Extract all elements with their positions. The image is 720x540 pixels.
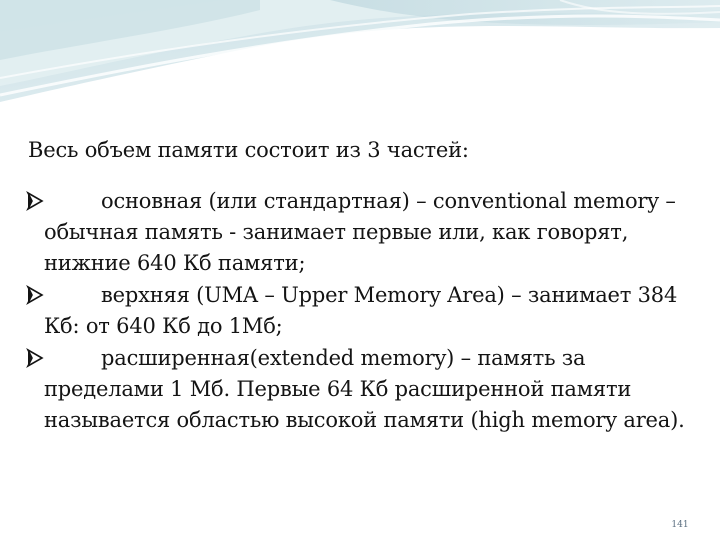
- list-item-text: основная (или стандартная) – conventional memory – обычная память - занимает первые или, как говорят, нижние 640 Кб памяти;: [44, 189, 676, 275]
- arrowhead-bullet-icon: [25, 344, 45, 372]
- arrowhead-bullet-icon: [25, 187, 45, 215]
- header-wave-decoration: [0, 0, 720, 105]
- list-item-text: расширенная(extended memory) – память за пределами 1 Мб. Первые 64 Кб расширенной памяти называется областью высокой памяти (high memory area).: [44, 346, 685, 432]
- arrowhead-bullet-icon: [25, 281, 45, 309]
- list-item: [28, 186, 698, 279]
- intro-text: Весь объем памяти состоит из 3 частей:: [28, 138, 469, 162]
- list-item: [28, 280, 698, 342]
- list-item: [28, 343, 698, 436]
- slide-body: [28, 135, 698, 437]
- list-item-text: верхняя (UMA – Upper Memory Area) – занимает 384 Кб: от 640 Кб до 1Мб;: [44, 283, 678, 338]
- memory-parts-list: [28, 186, 698, 436]
- page-number: 141: [671, 520, 689, 530]
